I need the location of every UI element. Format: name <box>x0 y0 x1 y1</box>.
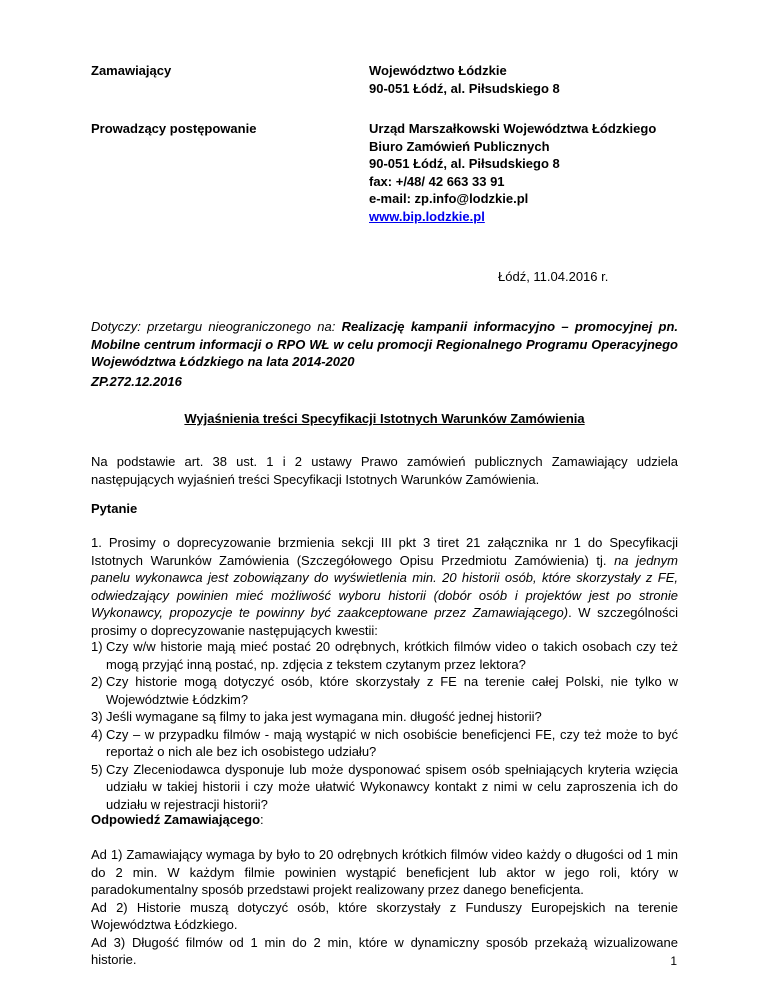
ordering-party-line: Województwo Łódzkie <box>369 63 507 78</box>
list-item: 1) Czy w/w historie mają mieć postać 20 odrębnych, krótkich filmów video o takich osobach czy też mogą przyjąć inną postać, np. zdjęcia z tekstem czytanym przez lektora? <box>91 639 678 672</box>
intro-paragraph: Na podstawie art. 38 ust. 1 i 2 ustawy Prawo zamówień publicznych Zamawiający udziela następujących wyjaśnień treści Specyfikacji Istotnych Warunków Zamówienia. <box>91 454 678 487</box>
ordering-party-details <box>369 62 560 97</box>
answer-item: Ad 1) Zamawiający wymaga by było to 20 odrębnych krótkich filmów video każdy o długości od 1 min do 2 min. W każdym filmie powinien wystąpić beneficjent lub aktor w jego roli, który w paradokumentalny sposób przedstawi projekt realizowany przez danego beneficjenta. <box>91 847 678 897</box>
conducting-party-label: Prowadzący postępowanie <box>91 121 257 136</box>
conducting-party-line: e-mail: zp.info@lodzkie.pl <box>369 191 529 206</box>
conducting-party-line: Urząd Marszałkowski Województwa Łódzkiego <box>369 121 657 136</box>
answer-item: Ad 3) Długość filmów od 1 min do 2 min, które w dynamiczny sposób przekażą wizualizowane historie. <box>91 934 678 967</box>
answers-block <box>91 846 678 969</box>
list-item: 2) Czy historie mogą dotyczyć osób, które skorzystały z FE na terenie całej Polski, nie tylko w Województwie Łódzkim? <box>91 674 678 707</box>
conducting-party-line: fax: +/48/ 42 663 33 91 <box>369 173 505 189</box>
page-number: 1 <box>670 954 677 968</box>
answer-label: Odpowiedź Zamawiającego: <box>91 812 264 827</box>
list-item: 5) Czy Zleceniodawca dysponuje lub może dysponować spisem osób spełniających kryteria wzięcia udziału w takiej historii i czy może ułatwić Wykonawcy kontakt z nimi w celu zaproszenia ich do udziału w rejestracji historii? <box>91 761 678 812</box>
ordering-party-line: 90-051 Łódź, al. Piłsudskiego 8 <box>369 80 560 96</box>
conducting-party-line: Biuro Zamówień Publicznych <box>369 138 550 154</box>
document-date: Łódź, 11.04.2016 r. <box>498 269 609 284</box>
conducting-party-details <box>369 120 656 225</box>
document-heading: Wyjaśnienia treści Specyfikacji Istotnych Warunków Zamówienia <box>184 411 585 426</box>
question-text-part2: . W szczególności prosimy o doprecyzowanie następujących kwestii: <box>91 605 678 638</box>
subject-prefix: Dotyczy: przetargu nieograniczonego na: <box>91 319 342 334</box>
ordering-party-label: Zamawiający <box>91 63 172 78</box>
question-label: Pytanie <box>91 501 138 516</box>
answer-item: Ad 2) Historie muszą dotyczyć osób, które skorzystały z Funduszy Europejskich na terenie Województwa Łódzkiego. <box>91 899 678 932</box>
subject-paragraph <box>91 318 678 371</box>
question-quote: na jednym panelu wykonawca jest zobowiązany do wyświetlenia min. 20 historii osób, które skorzystały z FE, odwiedzający powinien mieć możliwość wyboru historii (dobór osób i projektów jest po stronie Wykonawcy, propozycje te powinny być zaakceptowane przez Zamawiającego) <box>91 552 678 620</box>
conducting-party-line: 90-051 Łódź, al. Piłsudskiego 8 <box>369 156 560 171</box>
list-item: 3) Jeśli wymagane są filmy to jaka jest wymagana min. długość jednej historii? <box>91 709 542 724</box>
reference-number: ZP.272.12.2016 <box>91 374 182 389</box>
subject-title: Realizację kampanii informacyjno – promocyjnej pn. Mobilne centrum informacji o RPO WŁ w celu promocji Regionalnego Programu Operacyjnego Województwa Łódzkiego na lata 2014-2020 <box>91 319 678 369</box>
website-link[interactable]: www.bip.lodzkie.pl <box>369 208 485 224</box>
sub-questions-list <box>91 638 678 813</box>
question-text-part1: 1. Prosimy o doprecyzowanie brzmienia sekcji III pkt 3 tiret 21 załącznika nr 1 do Specyfikacji Istotnych Warunków Zamówienia (Szczegółowego Opisu Przedmiotu Zamówienia) tj. <box>91 535 678 568</box>
question-paragraph <box>91 534 678 639</box>
list-item: 4) Czy – w przypadku filmów - mają wystąpić w nich osobiście beneficjenci FE, czy też może to być reportaż o nich ale bez ich osobistego udziału? <box>91 726 678 759</box>
